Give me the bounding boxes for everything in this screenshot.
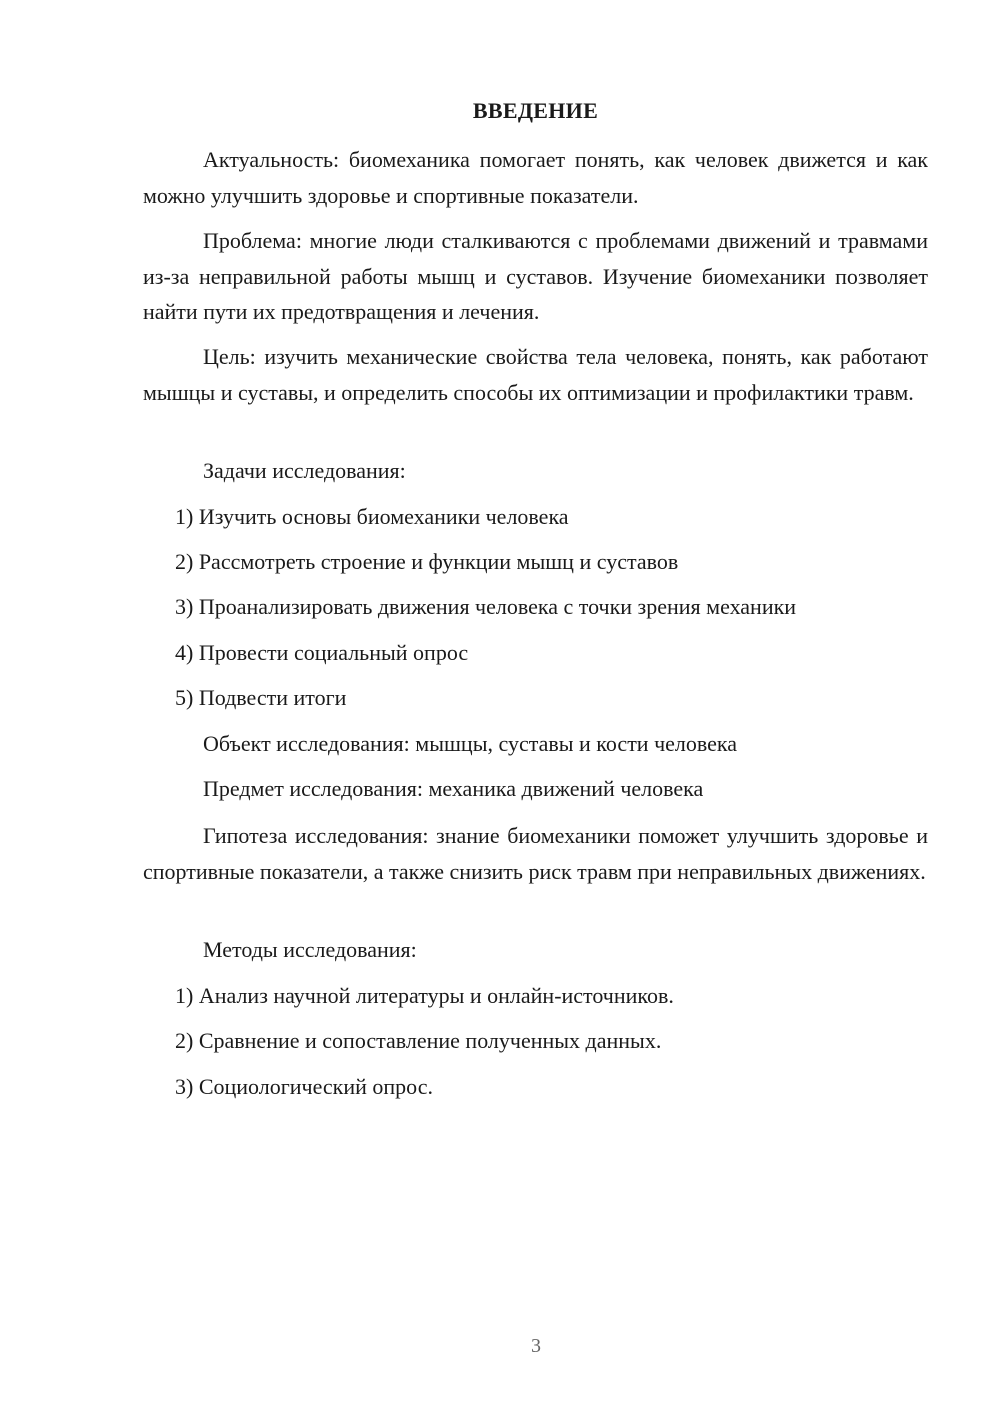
research-subject: Предмет исследования: механика движений человека xyxy=(203,776,704,801)
tasks-heading: Задачи исследования: xyxy=(203,458,406,483)
methods-heading: Методы исследования: xyxy=(203,937,417,962)
method-item-2: 2) Сравнение и сопоставление полученных данных. xyxy=(175,1028,662,1053)
task-item-3: 3) Проанализировать движения человека с точки зрения механики xyxy=(175,594,797,619)
section-title: ВВЕДЕНИЕ xyxy=(472,98,599,123)
method-item-1: 1) Анализ научной литературы и онлайн-источников. xyxy=(175,983,674,1008)
problem-paragraph: Проблема: многие люди сталкиваются с проблемами движений и травмами из-за неправильной работы мышц и суставов. Изучение биомеханики позволяет найти пути их предотвращения и лечения. xyxy=(143,228,928,324)
hypothesis-paragraph: Гипотеза исследования: знание биомеханики поможет улучшить здоровье и спортивные показатели, а также снизить риск травм при неправильных движениях. xyxy=(143,823,928,884)
page-number: 3 xyxy=(531,1335,541,1357)
task-item-4: 4) Провести социальный опрос xyxy=(175,640,469,665)
task-item-5: 5) Подвести итоги xyxy=(175,685,347,710)
goal-paragraph: Цель: изучить механические свойства тела человека, понять, как работают мышцы и суставы, и определить способы их оптимизации и профилактики травм. xyxy=(143,344,928,405)
task-item-1: 1) Изучить основы биомеханики человека xyxy=(175,504,569,529)
research-object: Объект исследования: мышцы, суставы и кости человека xyxy=(203,731,738,756)
task-item-2: 2) Рассмотреть строение и функции мышц и суставов xyxy=(175,549,679,574)
relevance-paragraph: Актуальность: биомеханика помогает понять, как человек движется и как можно улучшить здоровье и спортивные показатели. xyxy=(143,147,928,208)
method-item-3: 3) Социологический опрос. xyxy=(175,1074,433,1099)
